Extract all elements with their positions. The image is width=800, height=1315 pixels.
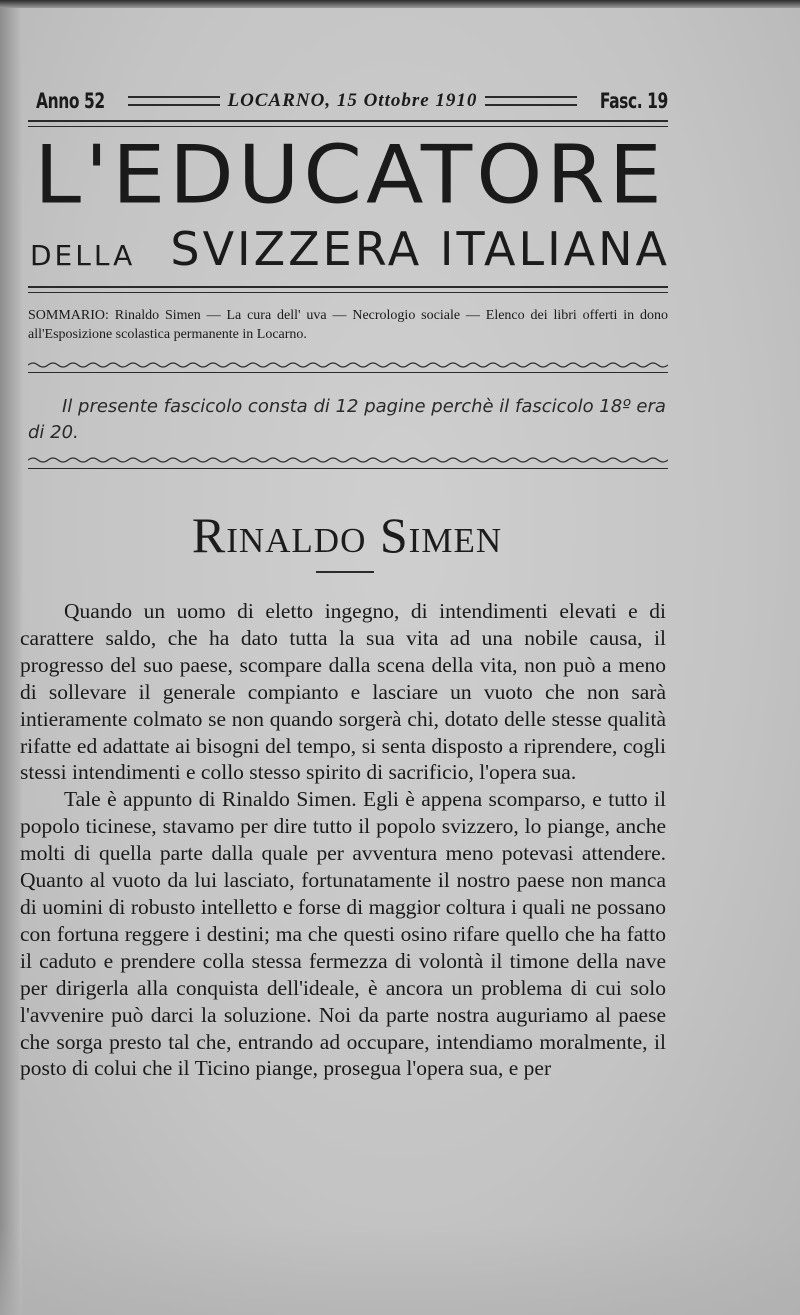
masthead-bottom-rule [28, 286, 668, 293]
page-edge-shadow [0, 0, 22, 1315]
page-bottom-shadow [0, 1225, 800, 1315]
wavy-divider [28, 455, 668, 465]
page-top-edge [0, 0, 800, 8]
article-body [20, 598, 666, 1082]
wavy-divider [28, 360, 668, 370]
article-paragraph: Tale è appunto di Rinaldo Simen. Egli è appena scomparso, e tutto il popolo ticinese, stavamo per dire tutto il popolo svizzero, lo piange, anche molti di quella parte dalla quale per avventura meno potevasi attendere. Quanto al vuoto da lui lasciato, fortunatamente il nostro paese non manca di uomini di robusto intelletto e forse di maggior coltura i quali ne possano con fortuna reggere i destini; ma che questi osino rifare quello che ha fatto il caduto e prendere colla stessa fermezza di volontà il timone della nave per dirigerla alla conquista dell'ideale, è ancora un problema di cui solo l'avvenire può darci la soluzione. Noi da parte nostra auguriamo al paese che sorga presto tal che, entrando ad occupare, intendiamo moralmente, il posto di colui che il Ticino piange, prosegua l'opera sua, e per [20, 787, 666, 1081]
masthead-subtitle [30, 222, 670, 276]
issue-year: Anno 52 [36, 89, 105, 113]
issue-header [36, 86, 668, 116]
issue-number: Fasc. 19 [600, 89, 669, 113]
header-divider [485, 96, 577, 106]
article-title: Rinaldo Simen [191, 507, 503, 563]
issue-notice: Il presente fascicolo consta di 12 pagine perchè il fascicolo 18º era di 20. [28, 396, 666, 443]
masthead-top-rule [28, 120, 668, 127]
header-divider [128, 96, 220, 106]
article-paragraph: Quando un uomo di eletto ingegno, di intendimenti elevati e di carattere saldo, che ha dato tutta la sua vita ad una nobile causa, il progresso del suo paese, scompare dalla scena della vita, non può a meno di sollevare il generale compianto e lasciare un vuoto che non sarà intieramente colmato se non quando sorgerà chi, dotato delle stesse qualità rifatte ed adattate ai bisogni del tempo, si senta disposto a riprendere, cogli stessi intendimenti e collo stesso spirito di sacrificio, l'opera sua. [20, 599, 666, 785]
issue-dateline: LOCARNO, 15 Ottobre 1910 [227, 90, 478, 111]
notice-bottom-rule [28, 468, 668, 469]
masthead-subtitle-name: SVIZZERA ITALIANA [170, 222, 670, 276]
masthead-subtitle-article: DELLA [30, 239, 136, 272]
summary: SOMMARIO: Rinaldo Simen — La cura dell' uva — Necrologio sociale — Elenco dei libri offerti in dono all'Esposizione scolastica permanente in Locarno. [28, 308, 668, 342]
article-title-rule [316, 571, 374, 573]
masthead-title: L'EDUCATORE [34, 128, 666, 222]
notice-top-rule [28, 372, 668, 373]
